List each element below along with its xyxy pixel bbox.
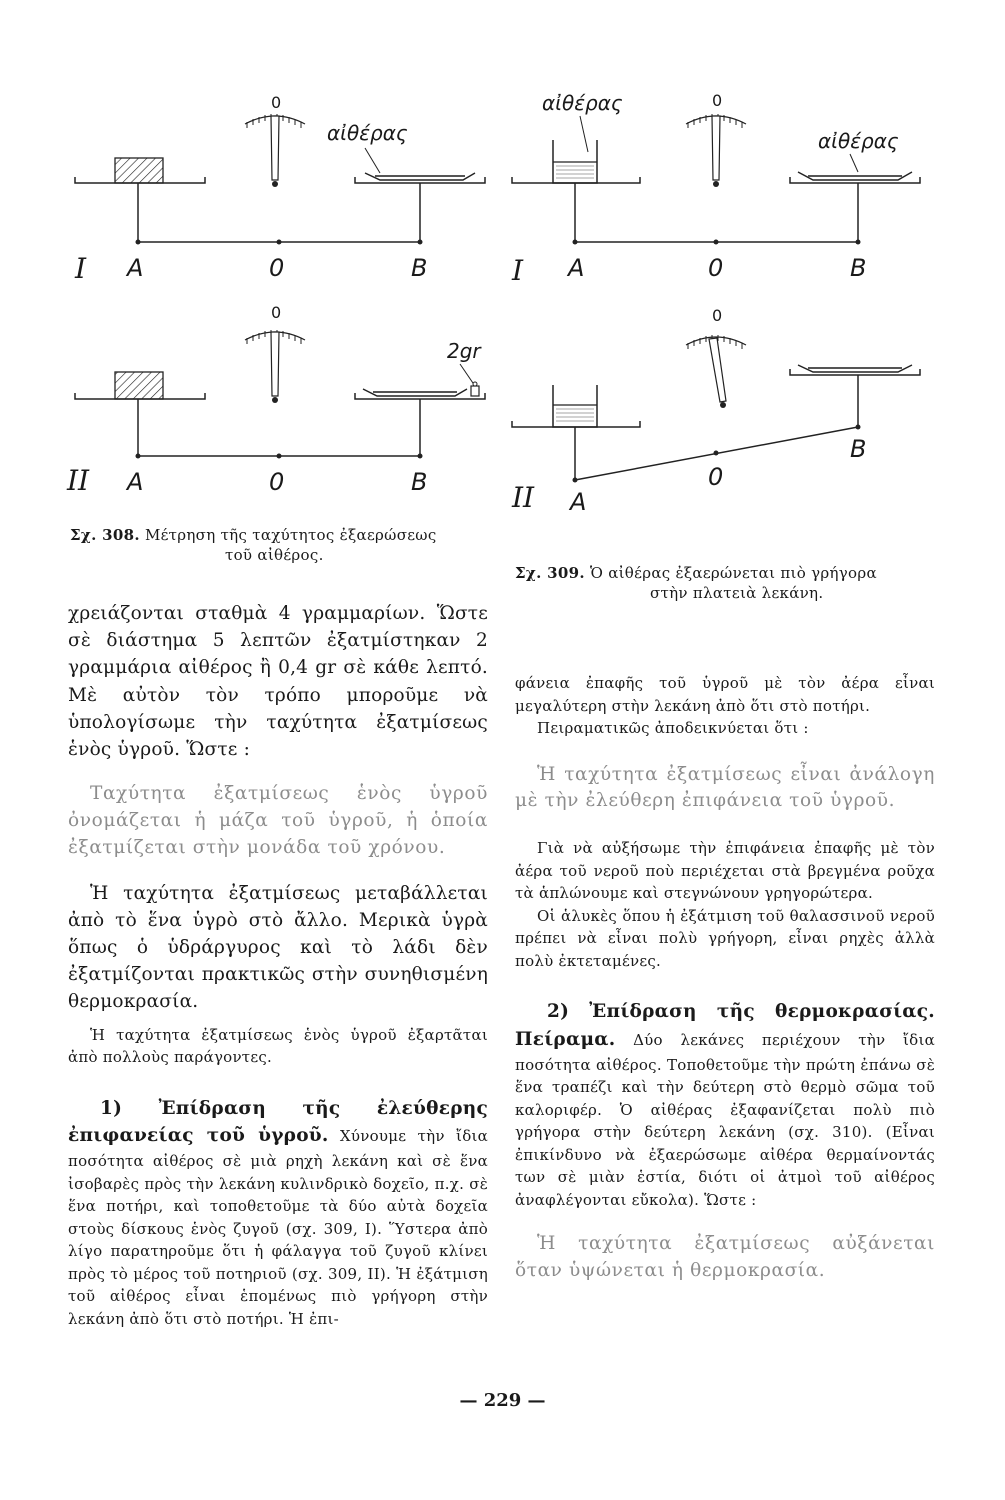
fig308-I	[55, 80, 505, 290]
caption-text-2: τοῦ αἰθέρος.	[225, 546, 324, 565]
pointer-tilted	[709, 338, 726, 402]
law: Ἡ ταχύτητα ἐξατμίσεως εἶναι ἀνάλογη μὲ τὴν ἐλεύθερη ἐπιφάνεια τοῦ ὑγροῦ.	[515, 763, 935, 812]
roman-label: I	[512, 254, 524, 287]
label-0: 0	[269, 254, 285, 282]
liquid-label-right: αἰθέρας	[818, 129, 899, 153]
section-text: Δύο λεκάνες περιέχουν τὴν ἴδια ποσότητα αἰθέρος. Τοποθετοῦμε τὴν πρώτη ἐπάνω σὲ ἕνα τραπέζι καὶ τὴν δεύτερη στὸ θερμὸ σῶμα τοῦ καλοριφέρ. Ὁ αἰθέρας ἐξαφανίζεται πολὺ πιὸ γρήγορα στὴν δεύτερη λεκάνη (σχ. 310). (Εἶναι ἐπικίνδυνο νὰ ἐξαερώσωμε αἰθέρα θερμαίνοντάς των σὲ μιὰν ἑστία, διότι οἱ ἀτμοὶ τοῦ αἰθέρος ἀναφλέγονται εὔκολα). Ὥστε :	[515, 1030, 935, 1209]
roman-label: II	[67, 464, 90, 497]
label-A: A	[127, 254, 144, 282]
liquid-label-left: αἰθέρας	[542, 91, 623, 115]
section-text: Χύνουμε τὴν ἴδια ποσότητα αἰθέρος σὲ μιὰ ρηχὴ λεκάνη καὶ σὲ ἕνα ἰσοβαρὲς πρὸς τὴν λεκάνη κυλινδρικὸ δοχεῖο, π.χ. σὲ ἕνα ποτήρι, καὶ τοποθετοῦμε τὰ δύο αὐτὰ δοχεῖα στοὺς δίσκους ἑνὸς ζυγοῦ (σχ. 309, I). Ὕστερα ἀπὸ λίγο παρατηροῦμε ὅτι ἡ φάλαγγα τοῦ ζυγοῦ κλίνει πρὸς τὸ μέρος τοῦ ποτηριοῦ (σχ. 309, II). Ἡ ἐξάτμιση τοῦ αἰθέρος εἶναι ἑπομένως πιὸ γρήγορη στὴν λεκάνη ἀπὸ ὅτι στὸ ποτήρι. Ἡ ἐπι-	[68, 1127, 488, 1328]
fig309-II	[500, 295, 950, 525]
paragraph: φάνεια ἐπαφῆς τοῦ ὑγροῦ μὲ τὸν ἀέρα εἶναι μεγαλύτερη στὴν λεκάνη ἀπὸ ὅτι στὸ ποτήρι.	[515, 674, 935, 715]
label-B: B	[850, 254, 867, 282]
dial-zero: 0	[271, 93, 282, 112]
paragraph: Γιὰ νὰ αὐξήσωμε τὴν ἐπιφάνεια ἐπαφῆς μὲ τὸν ἀέρα τοῦ νεροῦ ποὺ περιέχεται στὰ βρεγμένα ροῦχα τὰ ἁπλώνουμε καὶ στεγνώνουν γρηγορώτερα.	[515, 839, 935, 903]
label-B: B	[411, 254, 428, 282]
caption-fig308	[70, 525, 490, 566]
roman-label: II	[512, 481, 535, 514]
label-0: 0	[708, 463, 724, 491]
paragraph: χρειάζονται σταθμὰ 4 γραμμαρίων. Ὥστε σὲ διάστημα 5 λεπτῶν ἐξατμίστηκαν 2 γραμμάρια αἰθέρος ἢ 0,4 gr σὲ κάθε λεπτό. Μὲ αὐτὸν τὸν τρόπο μποροῦμε νὰ ὑπολογίσωμε τὴν ταχύτητα ἐξατμίσεως ἑνὸς ὑγροῦ. Ὥστε :	[68, 603, 488, 760]
label-A: A	[127, 468, 144, 496]
section-heading: 1) Ἐπίδραση τῆς ἐλεύθερης ἐπιφανείας τοῦ ὑγροῦ.	[68, 1097, 488, 1147]
caption-number: Σχ. 308.	[70, 526, 140, 544]
paragraph: Πειραματικῶς ἀποδεικνύεται ὅτι :	[537, 719, 809, 737]
pointer	[271, 116, 279, 180]
fig309-I	[500, 80, 950, 290]
pointer	[271, 332, 279, 396]
weight-block	[115, 158, 163, 183]
small-weight	[471, 386, 479, 396]
label-B: B	[411, 468, 428, 496]
label-0: 0	[708, 254, 724, 282]
weight-label: 2gr	[447, 339, 481, 363]
caption-number: Σχ. 309.	[515, 564, 585, 582]
left-column	[68, 600, 488, 1330]
label-A: A	[568, 254, 585, 282]
page-number-text: — 229 —	[459, 1390, 546, 1411]
label-B: B	[850, 435, 867, 463]
pivot	[272, 181, 278, 187]
dial-zero: 0	[712, 91, 723, 110]
section-2	[515, 998, 935, 1211]
fig308-II	[55, 290, 505, 500]
roman-label: I	[75, 252, 87, 285]
dial-zero: 0	[271, 303, 282, 322]
liquid-label: αἰθέρας	[327, 121, 408, 145]
label-A: A	[570, 488, 587, 516]
caption-text: Μέτρηση τῆς ταχύτητος ἐξαερώσεως	[144, 526, 437, 544]
dial-zero: 0	[712, 306, 723, 325]
caption-fig309	[515, 563, 945, 604]
definition: Ταχύτητα ἐξατμίσεως ἑνὸς ὑγροῦ ὀνομάζεται ἡ μάζα τοῦ ὑγροῦ, ἡ ὁποία ἐξατμίζεται στὴν μονάδα τοῦ χρόνου.	[68, 783, 488, 858]
page-number	[0, 1390, 1005, 1411]
paragraph: Οἱ ἁλυκὲς ὅπου ἡ ἐξάτμιση τοῦ θαλασσινοῦ νεροῦ πρέπει νὰ εἶναι πολὺ γρήγορη, εἶναι ρηχὲς ἀλλὰ πολὺ ἐκτεταμένες.	[515, 906, 935, 970]
law: Ἡ ταχύτητα ἐξατμίσεως αὐξάνεται ὅταν ὑψώνεται ἡ θερμοκρασία.	[515, 1233, 935, 1281]
section-heading: 2) Ἐπίδραση τῆς θερμοκρασίας. Πείραμα.	[515, 1001, 935, 1050]
paragraph: Ἡ ταχύτητα ἐξατμίσεως ἑνὸς ὑγροῦ ἐξαρτᾶται ἀπὸ πολλοὺς παράγοντες.	[68, 1025, 488, 1066]
paragraph: Ἡ ταχύτητα ἐξατμίσεως μεταβάλλεται ἀπὸ τὸ ἕνα ὑγρὸ στὸ ἄλλο. Μερικὰ ὑγρὰ ὅπως ὁ ὑδράργυρος καὶ τὸ λάδι δὲν ἐξατμίζονται πρακτικῶς στὴν συνηθισμένη θερμοκρασία.	[68, 882, 488, 1013]
caption-text: Ὁ αἰθέρας ἐξαερώνεται πιὸ γρήγορα	[589, 564, 877, 582]
label-0: 0	[269, 468, 285, 496]
right-column	[515, 672, 935, 1285]
section-1	[68, 1095, 488, 1331]
caption-text-2: στὴν πλατειὰ λεκάνη.	[650, 584, 824, 603]
